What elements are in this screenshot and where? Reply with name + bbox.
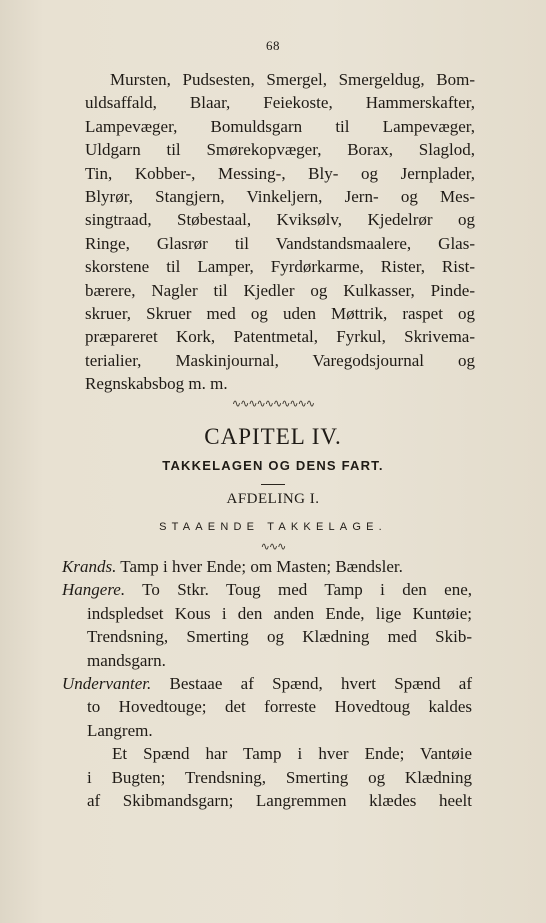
intro-paragraph: [85, 68, 475, 396]
text-line: Uldgarn til Smørekopvæger, Borax, Slaglod,: [85, 140, 475, 160]
entry-text: To Stkr. Toug med Tamp i den ene,: [142, 580, 472, 600]
text-line: Tin, Kobber-, Messing-, Bly- og Jernplader,: [85, 163, 475, 183]
entry-term: Krands.: [62, 557, 117, 576]
small-wavy-ornament: ∿∿∿: [260, 541, 286, 553]
text-line: uldsaffald, Blaar, Feiekoste, Hammerskafter,: [85, 93, 475, 113]
text-line: Mursten, Pudsesten, Smergel, Smergeldug, Bom-: [110, 70, 475, 89]
text-line: præpareret Kork, Patentmetal, Fyrkul, Skrivema-: [85, 327, 475, 347]
page-number: 68: [266, 38, 280, 53]
text-line: af Skibmandsgarn; Langremmen klædes heelt: [87, 791, 472, 811]
text-line: skruer, Skruer med og uden Møttrik, raspet og: [85, 304, 475, 324]
text-line: Langrem.: [87, 720, 153, 740]
divider-rule: [261, 484, 285, 485]
rigging-entries: [62, 555, 472, 812]
text-line: singtraad, Støbestaal, Kviksølv, Kjedelrør og: [85, 210, 475, 230]
section-title: AFDELING I.: [226, 491, 320, 507]
entry-krands: [62, 555, 472, 578]
text-line: Trendsning, Smerting og Klædning med Skib-: [87, 627, 472, 647]
text-line: to Hovedtouge; det forreste Hovedtoug kaldes: [87, 697, 472, 717]
chapter-subtitle: TAKKELAGEN OG DENS FART.: [162, 458, 384, 473]
text-line: Blyrør, Stangjern, Vinkeljern, Jern- og Mes-: [85, 187, 475, 207]
chapter-title: CAPITEL IV.: [204, 424, 342, 449]
entry-term: Undervanter.: [62, 674, 152, 694]
entry-undervanter: [62, 672, 472, 695]
text-line: terialier, Maskinjournal, Varegodsjournal og: [85, 350, 475, 370]
text-line: Lampevæger, Bomuldsgarn til Lampevæger,: [85, 116, 475, 136]
wavy-ornament: ∿∿∿∿∿∿∿∿∿∿: [231, 398, 315, 410]
text-line: indspledset Kous i den anden Ende, lige Kuntøie;: [87, 603, 472, 623]
text-line: skorstene til Lamper, Fyrdørkarme, Rister, Rist-: [85, 257, 475, 277]
text-line: i Bugten; Trendsning, Smerting og Klædning: [87, 767, 472, 787]
entry-term: Hangere.: [62, 580, 126, 600]
section-subtitle: STAAENDE TAKKELAGE.: [159, 521, 387, 533]
text-line: bærere, Nagler til Kjedler og Kulkasser, Pinde-: [85, 280, 475, 300]
text-line: Regnskabsbog m. m.: [85, 374, 228, 394]
text-line: Et Spænd har Tamp i hver Ende; Vantøie: [112, 744, 472, 764]
entry-hangere: [62, 578, 472, 601]
text-line: Ringe, Glasrør til Vandstandsmaalere, Glas-: [85, 233, 475, 253]
entry-text: Bestaae af Spænd, hvert Spænd af: [169, 674, 473, 694]
entry-text: Tamp i hver Ende; om Masten; Bændsler.: [120, 557, 403, 576]
text-line: mandsgarn.: [87, 650, 166, 670]
